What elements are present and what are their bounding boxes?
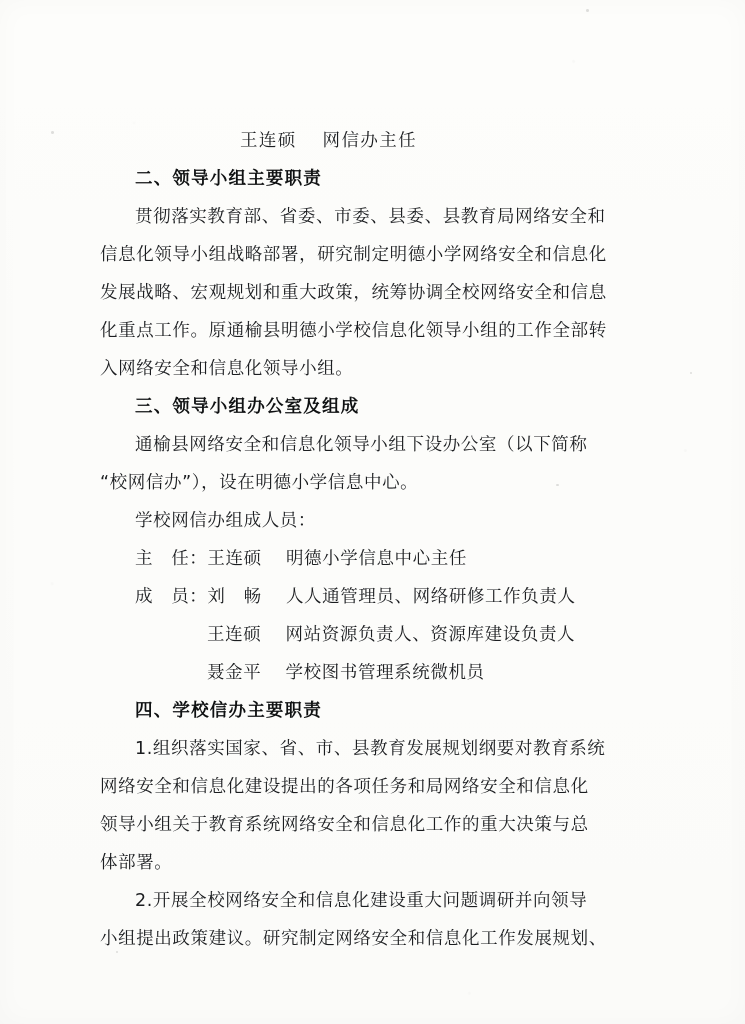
paragraph-line: 体部署。 xyxy=(100,853,173,873)
scan-speck xyxy=(690,372,692,374)
document-text-body xyxy=(100,122,648,958)
paragraph-line: 领导小组关于教育系统网络安全和信息化工作的重大决策与总 xyxy=(100,815,589,835)
member-line: 成 员：刘 畅 人人通管理员、网络研修工作负责人 xyxy=(135,587,576,607)
paragraph-line: “校网信办”），设在明德小学信息中心。 xyxy=(100,473,419,493)
signature-line: 王连硕 网信办主任 xyxy=(240,131,418,151)
section-heading-four: 四、学校信办主要职责 xyxy=(135,701,322,721)
paragraph-line: 小组提出政策建议。研究制定网络安全和信息化工作发展规划、 xyxy=(100,929,607,949)
member-line: 主 任：王连硕 明德小学信息中心主任 xyxy=(135,549,467,569)
paragraph-line: 入网络安全和信息化领导小组。 xyxy=(100,359,354,379)
section-heading-three: 三、领导小组办公室及组成 xyxy=(135,397,360,417)
paragraph-line: 学校网信办组成人员： xyxy=(135,511,316,531)
paragraph-line: 信息化领导小组战略部署，研究制定明德小学网络安全和信息化 xyxy=(100,245,607,265)
scan-speck xyxy=(51,131,54,134)
member-line: 聂金平 学校图书管理系统微机员 xyxy=(207,663,485,683)
scan-speck xyxy=(586,9,589,12)
paragraph-line: 2.开展全校网络安全和信息化建设重大问题调研并向领导 xyxy=(135,891,588,911)
paragraph-line: 化重点工作。原通榆县明德小学校信息化领导小组的工作全部转 xyxy=(100,321,607,341)
paragraph-line: 1.组织落实国家、省、市、县教育发展规划纲要对教育系统 xyxy=(135,739,606,759)
paragraph-line: 网络安全和信息化建设提出的各项任务和局网络安全和信息化 xyxy=(100,777,589,797)
paragraph-line: 贯彻落实教育部、省委、市委、县委、县教育局网络安全和 xyxy=(135,207,606,227)
paragraph-line: 通榆县网络安全和信息化领导小组下设办公室（以下简称 xyxy=(135,435,588,455)
section-heading-two: 二、领导小组主要职责 xyxy=(135,169,322,189)
paragraph-line: 发展战略、宏观规划和重大政策，统筹协调全校网络安全和信息 xyxy=(100,283,607,303)
member-line: 王连硕 网站资源负责人、资源库建设负责人 xyxy=(207,625,576,645)
